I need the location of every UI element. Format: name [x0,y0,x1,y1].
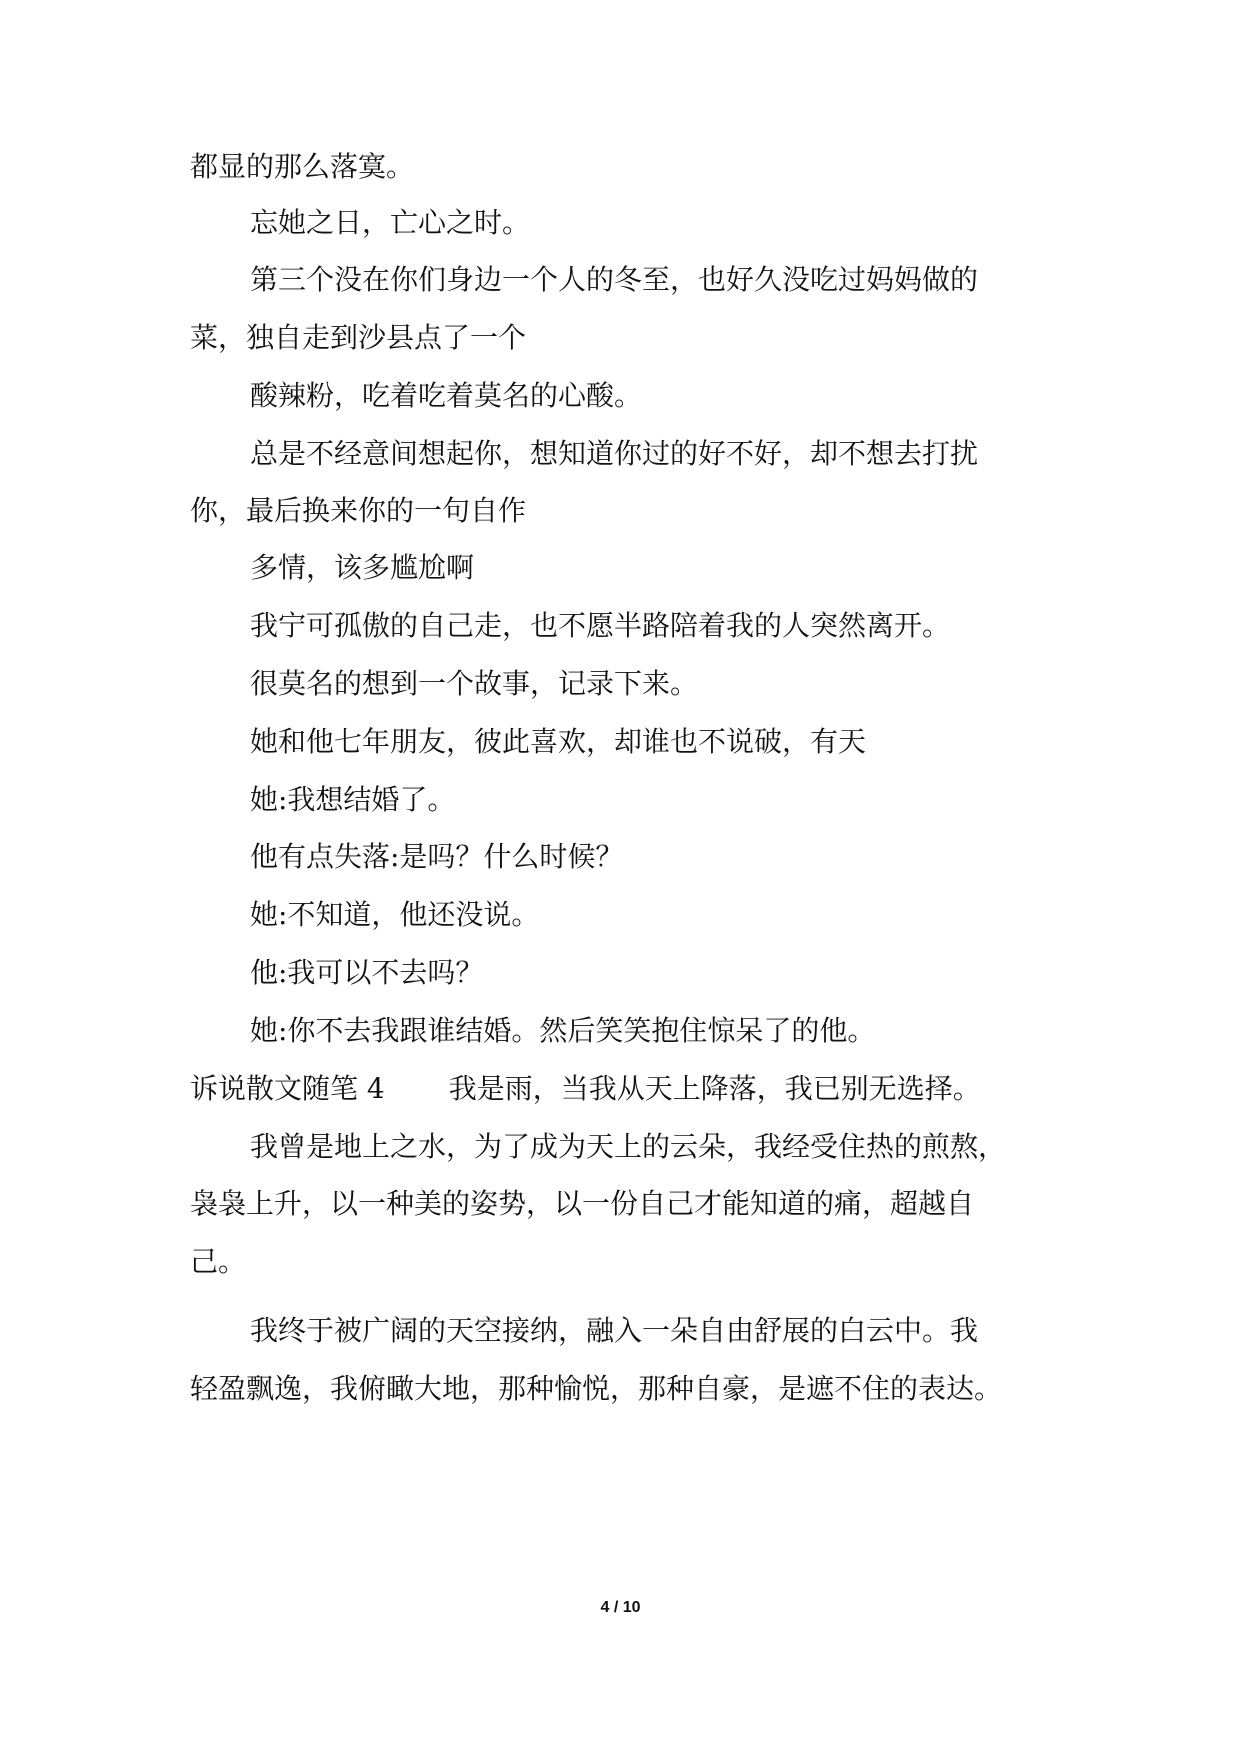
text-line: 很莫名的想到一个故事，记录下来。 [250,667,699,700]
section-title: 诉说散文随笔 4 [190,1072,385,1105]
text-line: 你，最后换来你的一句自作 [190,494,527,527]
text-line: 我宁可孤傲的自己走，也不愿半路陪着我的人突然离开。 [250,609,951,642]
text-line: 她:我想结婚了。 [250,783,456,816]
text-line: 忘她之日，亡心之时。 [250,206,531,239]
text-line: 第三个没在你们身边一个人的冬至，也好久没吃过妈妈做的 [250,263,979,296]
text-line: 己。 [190,1245,247,1278]
text-line: 她:不知道，他还没说。 [250,898,540,931]
text-line: 他:我可以不去吗？ [250,956,484,989]
text-line: 袅袅上升，以一种美的姿势，以一份自己才能知道的痛，超越自 [190,1187,975,1220]
text-line: 多情，该多尴尬啊 [250,551,475,584]
text-line: 我终于被广阔的天空接纳，融入一朵自由舒展的白云中。我 [250,1314,979,1347]
section-heading-line [190,1069,981,1109]
text-line: 菜，独自走到沙县点了一个 [190,321,527,354]
text-line: 我曾是地上之水，为了成为天上的云朵，我经受住热的煎熬， [250,1130,1007,1163]
text-line: 都显的那么落寞。 [190,150,415,183]
text-line: 她和他七年朋友，彼此喜欢，却谁也不说破，有天 [250,725,867,758]
text-line: 他有点失落:是吗？什么时候？ [250,840,624,873]
text-line: 我是雨，当我从天上降落，我已别无选择。 [448,1072,981,1105]
text-line: 她:你不去我跟谁结婚。然后笑笑抱住惊呆了的他。 [250,1014,876,1047]
text-line: 总是不经意间想起你，想知道你过的好不好，却不想去打扰 [250,437,979,470]
text-line: 酸辣粉，吃着吃着莫名的心酸。 [250,379,643,412]
page-number: 4 / 10 [600,1599,641,1616]
text-line: 轻盈飘逸，我俯瞰大地，那种愉悦，那种自豪，是遮不住的表达。 [190,1372,1003,1405]
